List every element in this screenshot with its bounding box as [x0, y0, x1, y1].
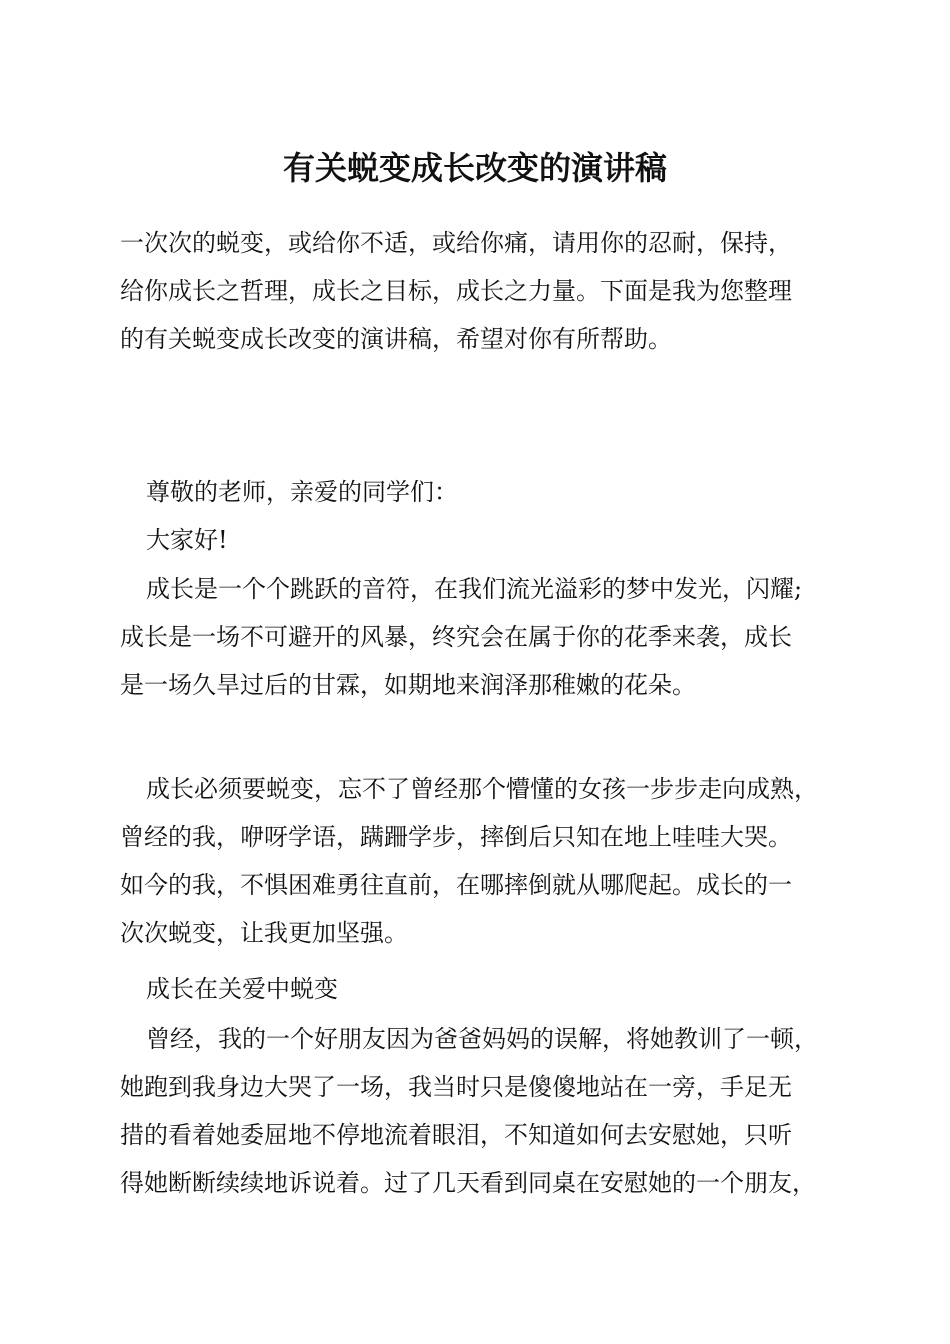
paragraph-line: 是一场久旱过后的甘霖，如期地来润泽那稚嫩的花朵。 — [120, 671, 696, 699]
paragraph-line: 曾经，我的一个好朋友因为爸爸妈妈的误解，将她教训了一顿， — [146, 1025, 818, 1053]
intro-paragraph — [120, 219, 840, 363]
hello-text: 大家好! — [146, 526, 228, 554]
paragraph-line: 成长是一场不可避开的风暴，终究会在属于你的花季来袭，成长 — [120, 623, 792, 651]
greeting-line — [120, 468, 840, 564]
paragraph-line: 曾经的我，咿呀学语，蹒跚学步，摔倒后只知在地上哇哇大哭。 — [120, 823, 792, 851]
paragraph-line: 成长必须要蜕变，忘不了曾经那个懵懂的女孩一步步走向成熟， — [146, 775, 818, 803]
paragraph-1 — [120, 565, 840, 709]
paragraph-2 — [120, 765, 840, 957]
paragraph-line: 她跑到我身边大哭了一场，我当时只是傻傻地站在一旁，手足无 — [120, 1073, 792, 1101]
greeting-text: 尊敬的老师，亲爱的同学们： — [146, 478, 458, 506]
paragraph-line: 次次蜕变，让我更加坚强。 — [120, 919, 408, 947]
intro-line: 一次次的蜕变，或给你不适，或给你痛，请用你的忍耐，保持， — [120, 229, 792, 257]
paragraph-line: 措的看着她委屈地不停地流着眼泪，不知道如何去安慰她，只听 — [120, 1121, 792, 1149]
intro-line: 给你成长之哲理，成长之目标，成长之力量。下面是我为您整理 — [120, 277, 792, 305]
paragraph-line: 成长是一个个跳跃的音符，在我们流光溢彩的梦中发光，闪耀; — [146, 575, 803, 603]
paragraph-line: 得她断断续续地诉说着。过了几天看到同桌在安慰她的一个朋友， — [120, 1169, 816, 1197]
document-title: 有关蜕变成长改变的演讲稿 — [282, 149, 667, 187]
intro-line: 的有关蜕变成长改变的演讲稿，希望对你有所帮助。 — [120, 325, 672, 353]
subheading-text: 成长在关爱中蜕变 — [146, 975, 338, 1003]
paragraph-line: 如今的我，不惧困难勇往直前，在哪摔倒就从哪爬起。成长的一 — [120, 871, 792, 899]
subheading — [120, 965, 840, 1013]
paragraph-3 — [120, 1015, 840, 1207]
